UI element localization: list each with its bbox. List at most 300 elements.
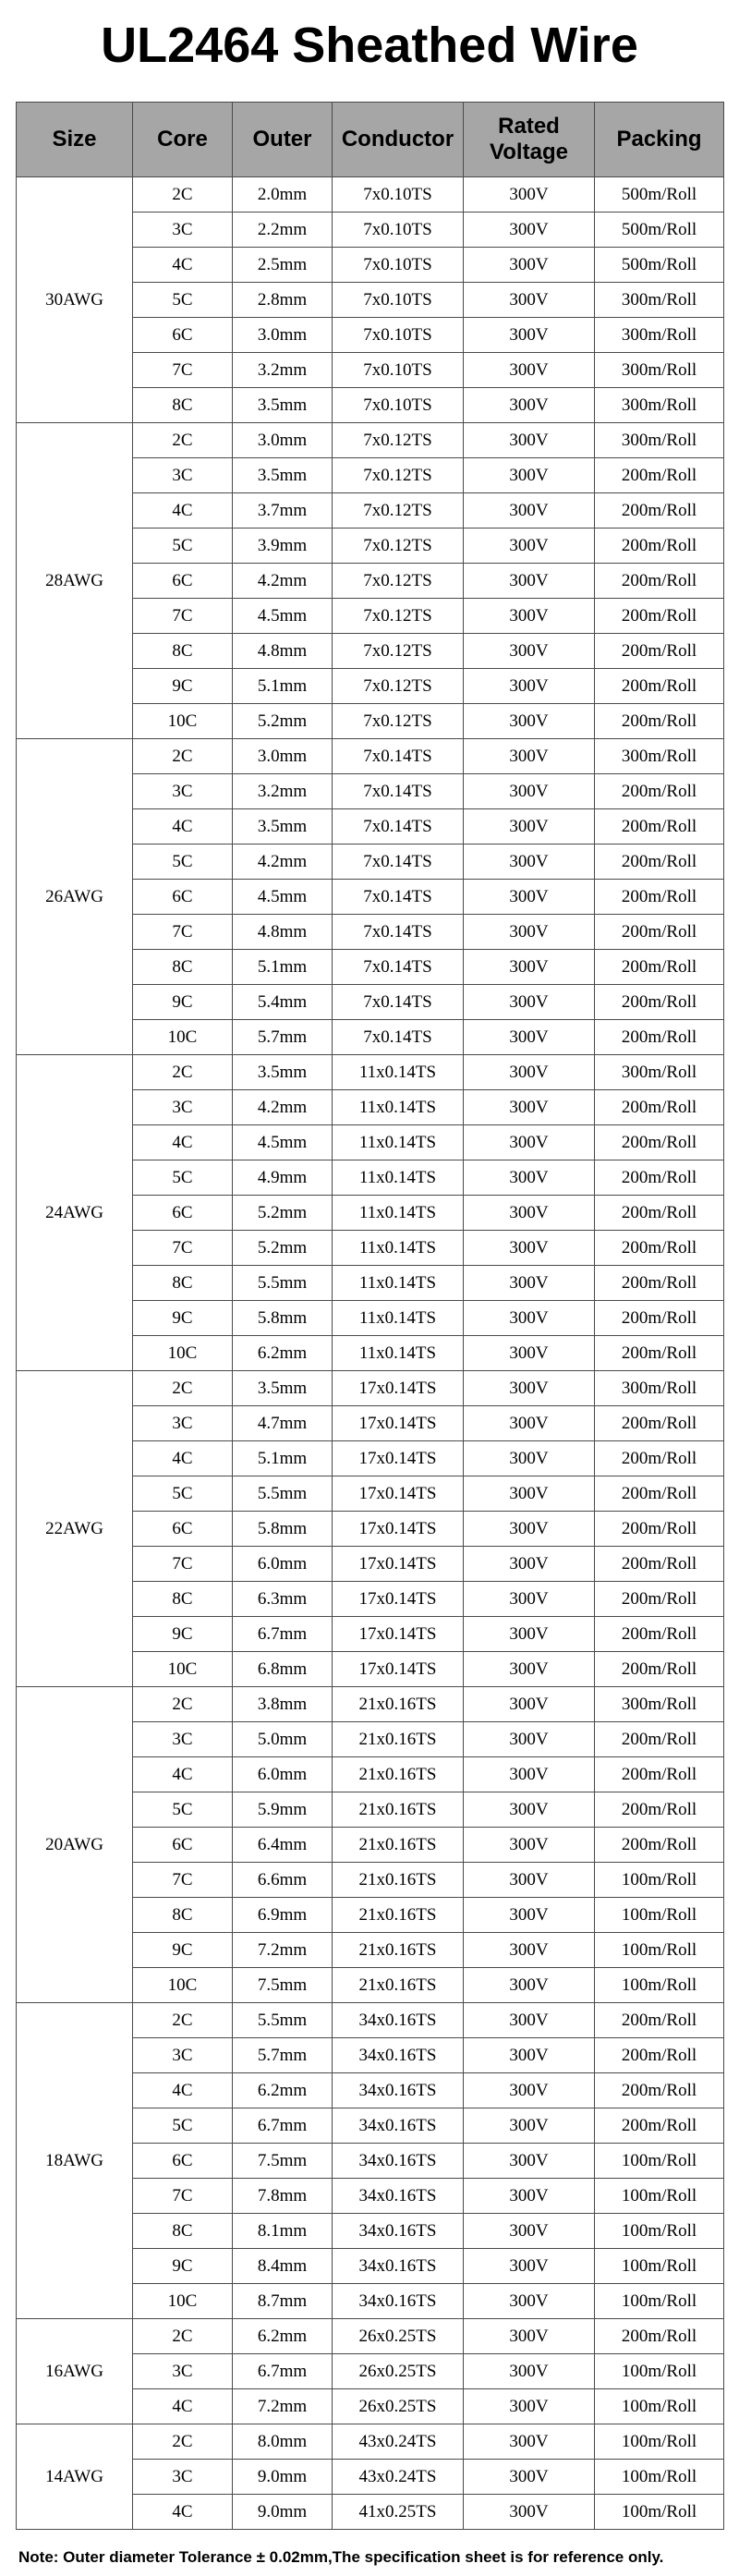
conductor-cell: 21x0.16TS bbox=[333, 1792, 464, 1828]
voltage-cell: 300V bbox=[464, 1371, 595, 1406]
packing-cell: 200m/Roll bbox=[595, 880, 724, 915]
core-cell: 3C bbox=[133, 1722, 233, 1757]
packing-cell: 100m/Roll bbox=[595, 1968, 724, 2003]
outer-cell: 4.2mm bbox=[233, 1090, 333, 1125]
voltage-cell: 300V bbox=[464, 1055, 595, 1090]
core-cell: 7C bbox=[133, 1547, 233, 1582]
voltage-cell: 300V bbox=[464, 669, 595, 704]
table-row bbox=[17, 423, 724, 458]
conductor-cell: 11x0.14TS bbox=[333, 1160, 464, 1196]
size-cell: 24AWG bbox=[17, 1055, 133, 1371]
conductor-cell: 17x0.14TS bbox=[333, 1371, 464, 1406]
core-cell: 5C bbox=[133, 1792, 233, 1828]
table-row bbox=[17, 2003, 724, 2038]
conductor-cell: 7x0.10TS bbox=[333, 248, 464, 283]
size-cell: 26AWG bbox=[17, 739, 133, 1055]
outer-cell: 3.7mm bbox=[233, 493, 333, 529]
outer-cell: 6.7mm bbox=[233, 1617, 333, 1652]
packing-cell: 200m/Roll bbox=[595, 915, 724, 950]
conductor-cell: 17x0.14TS bbox=[333, 1406, 464, 1441]
table-row bbox=[17, 739, 724, 774]
voltage-cell: 300V bbox=[464, 985, 595, 1020]
core-cell: 8C bbox=[133, 2214, 233, 2249]
core-cell: 9C bbox=[133, 1617, 233, 1652]
conductor-cell: 17x0.14TS bbox=[333, 1512, 464, 1547]
voltage-cell: 300V bbox=[464, 2179, 595, 2214]
voltage-cell: 300V bbox=[464, 1757, 595, 1792]
packing-cell: 200m/Roll bbox=[595, 669, 724, 704]
conductor-cell: 34x0.16TS bbox=[333, 2249, 464, 2284]
core-cell: 7C bbox=[133, 1231, 233, 1266]
outer-cell: 3.5mm bbox=[233, 1371, 333, 1406]
core-cell: 8C bbox=[133, 1898, 233, 1933]
conductor-cell: 21x0.16TS bbox=[333, 1898, 464, 1933]
conductor-cell: 7x0.12TS bbox=[333, 458, 464, 493]
outer-cell: 5.2mm bbox=[233, 1231, 333, 1266]
packing-cell: 200m/Roll bbox=[595, 599, 724, 634]
voltage-cell: 300V bbox=[464, 1406, 595, 1441]
core-cell: 10C bbox=[133, 1652, 233, 1687]
voltage-cell: 300V bbox=[464, 1512, 595, 1547]
conductor-cell: 7x0.12TS bbox=[333, 704, 464, 739]
packing-cell: 200m/Roll bbox=[595, 1336, 724, 1371]
packing-cell: 200m/Roll bbox=[595, 1231, 724, 1266]
outer-cell: 3.5mm bbox=[233, 388, 333, 423]
packing-cell: 200m/Roll bbox=[595, 1476, 724, 1512]
conductor-cell: 7x0.12TS bbox=[333, 634, 464, 669]
packing-cell: 200m/Roll bbox=[595, 1828, 724, 1863]
core-cell: 7C bbox=[133, 1863, 233, 1898]
core-cell: 4C bbox=[133, 1125, 233, 1160]
outer-cell: 8.1mm bbox=[233, 2214, 333, 2249]
packing-cell: 100m/Roll bbox=[595, 2144, 724, 2179]
voltage-cell: 300V bbox=[464, 423, 595, 458]
outer-cell: 5.8mm bbox=[233, 1512, 333, 1547]
outer-cell: 5.5mm bbox=[233, 2003, 333, 2038]
core-cell: 5C bbox=[133, 1476, 233, 1512]
conductor-cell: 26x0.25TS bbox=[333, 2389, 464, 2424]
outer-cell: 9.0mm bbox=[233, 2495, 333, 2530]
voltage-cell: 300V bbox=[464, 1582, 595, 1617]
voltage-cell: 300V bbox=[464, 915, 595, 950]
outer-cell: 8.7mm bbox=[233, 2284, 333, 2319]
voltage-cell: 300V bbox=[464, 1722, 595, 1757]
outer-cell: 4.5mm bbox=[233, 880, 333, 915]
voltage-cell: 300V bbox=[464, 1652, 595, 1687]
conductor-cell: 17x0.14TS bbox=[333, 1652, 464, 1687]
voltage-cell: 300V bbox=[464, 2073, 595, 2108]
conductor-cell: 7x0.14TS bbox=[333, 985, 464, 1020]
voltage-cell: 300V bbox=[464, 1828, 595, 1863]
packing-cell: 200m/Roll bbox=[595, 1722, 724, 1757]
core-cell: 3C bbox=[133, 213, 233, 248]
conductor-cell: 11x0.14TS bbox=[333, 1090, 464, 1125]
voltage-cell: 300V bbox=[464, 2038, 595, 2073]
packing-cell: 300m/Roll bbox=[595, 318, 724, 353]
outer-cell: 5.2mm bbox=[233, 1196, 333, 1231]
conductor-cell: 26x0.25TS bbox=[333, 2319, 464, 2354]
conductor-cell: 7x0.14TS bbox=[333, 809, 464, 844]
conductor-cell: 7x0.12TS bbox=[333, 493, 464, 529]
conductor-cell: 43x0.24TS bbox=[333, 2424, 464, 2460]
size-cell: 14AWG bbox=[17, 2424, 133, 2530]
core-cell: 2C bbox=[133, 1687, 233, 1722]
core-cell: 2C bbox=[133, 177, 233, 213]
packing-cell: 100m/Roll bbox=[595, 2389, 724, 2424]
core-cell: 6C bbox=[133, 2144, 233, 2179]
outer-cell: 9.0mm bbox=[233, 2460, 333, 2495]
core-cell: 6C bbox=[133, 564, 233, 599]
core-cell: 10C bbox=[133, 2284, 233, 2319]
packing-cell: 100m/Roll bbox=[595, 1863, 724, 1898]
conductor-cell: 7x0.14TS bbox=[333, 1020, 464, 1055]
outer-cell: 3.0mm bbox=[233, 423, 333, 458]
conductor-cell: 7x0.14TS bbox=[333, 915, 464, 950]
conductor-cell: 34x0.16TS bbox=[333, 2108, 464, 2144]
outer-cell: 3.5mm bbox=[233, 1055, 333, 1090]
core-cell: 9C bbox=[133, 985, 233, 1020]
packing-cell: 200m/Roll bbox=[595, 704, 724, 739]
core-cell: 4C bbox=[133, 2495, 233, 2530]
table-row bbox=[17, 2424, 724, 2460]
packing-cell: 300m/Roll bbox=[595, 283, 724, 318]
table-row bbox=[17, 1055, 724, 1090]
voltage-cell: 300V bbox=[464, 1125, 595, 1160]
voltage-cell: 300V bbox=[464, 739, 595, 774]
packing-cell: 100m/Roll bbox=[595, 1898, 724, 1933]
outer-cell: 7.2mm bbox=[233, 2389, 333, 2424]
core-cell: 5C bbox=[133, 283, 233, 318]
outer-cell: 8.4mm bbox=[233, 2249, 333, 2284]
core-cell: 6C bbox=[133, 1512, 233, 1547]
header-conductor: Conductor bbox=[333, 103, 464, 177]
voltage-cell: 300V bbox=[464, 1196, 595, 1231]
voltage-cell: 300V bbox=[464, 1160, 595, 1196]
voltage-cell: 300V bbox=[464, 458, 595, 493]
outer-cell: 5.7mm bbox=[233, 2038, 333, 2073]
core-cell: 2C bbox=[133, 423, 233, 458]
outer-cell: 4.5mm bbox=[233, 599, 333, 634]
packing-cell: 200m/Roll bbox=[595, 1617, 724, 1652]
conductor-cell: 34x0.16TS bbox=[333, 2073, 464, 2108]
conductor-cell: 7x0.12TS bbox=[333, 529, 464, 564]
outer-cell: 6.8mm bbox=[233, 1652, 333, 1687]
outer-cell: 5.0mm bbox=[233, 1722, 333, 1757]
core-cell: 8C bbox=[133, 950, 233, 985]
packing-cell: 100m/Roll bbox=[595, 2284, 724, 2319]
core-cell: 8C bbox=[133, 388, 233, 423]
conductor-cell: 26x0.25TS bbox=[333, 2354, 464, 2389]
footnote: Note: Outer diameter Tolerance ± 0.02mm,The specification sheet is for reference only. bbox=[18, 2548, 664, 2566]
voltage-cell: 300V bbox=[464, 388, 595, 423]
outer-cell: 2.5mm bbox=[233, 248, 333, 283]
voltage-cell: 300V bbox=[464, 1933, 595, 1968]
voltage-cell: 300V bbox=[464, 2144, 595, 2179]
core-cell: 8C bbox=[133, 1582, 233, 1617]
core-cell: 3C bbox=[133, 2354, 233, 2389]
voltage-cell: 300V bbox=[464, 704, 595, 739]
core-cell: 5C bbox=[133, 529, 233, 564]
packing-cell: 100m/Roll bbox=[595, 2424, 724, 2460]
core-cell: 6C bbox=[133, 318, 233, 353]
core-cell: 4C bbox=[133, 809, 233, 844]
conductor-cell: 34x0.16TS bbox=[333, 2214, 464, 2249]
conductor-cell: 17x0.14TS bbox=[333, 1617, 464, 1652]
packing-cell: 200m/Roll bbox=[595, 1196, 724, 1231]
packing-cell: 200m/Roll bbox=[595, 458, 724, 493]
conductor-cell: 7x0.14TS bbox=[333, 774, 464, 809]
conductor-cell: 21x0.16TS bbox=[333, 1933, 464, 1968]
outer-cell: 7.5mm bbox=[233, 2144, 333, 2179]
conductor-cell: 17x0.14TS bbox=[333, 1582, 464, 1617]
packing-cell: 200m/Roll bbox=[595, 1441, 724, 1476]
voltage-cell: 300V bbox=[464, 809, 595, 844]
core-cell: 4C bbox=[133, 2073, 233, 2108]
packing-cell: 500m/Roll bbox=[595, 177, 724, 213]
core-cell: 9C bbox=[133, 669, 233, 704]
conductor-cell: 34x0.16TS bbox=[333, 2003, 464, 2038]
core-cell: 2C bbox=[133, 2424, 233, 2460]
core-cell: 3C bbox=[133, 774, 233, 809]
size-cell: 30AWG bbox=[17, 177, 133, 423]
voltage-cell: 300V bbox=[464, 1898, 595, 1933]
outer-cell: 7.8mm bbox=[233, 2179, 333, 2214]
outer-cell: 4.9mm bbox=[233, 1160, 333, 1196]
core-cell: 5C bbox=[133, 1160, 233, 1196]
packing-cell: 200m/Roll bbox=[595, 2108, 724, 2144]
voltage-cell: 300V bbox=[464, 1476, 595, 1512]
packing-cell: 200m/Roll bbox=[595, 809, 724, 844]
voltage-cell: 300V bbox=[464, 283, 595, 318]
conductor-cell: 21x0.16TS bbox=[333, 1863, 464, 1898]
conductor-cell: 43x0.24TS bbox=[333, 2460, 464, 2495]
core-cell: 6C bbox=[133, 1828, 233, 1863]
voltage-cell: 300V bbox=[464, 564, 595, 599]
packing-cell: 200m/Roll bbox=[595, 985, 724, 1020]
core-cell: 6C bbox=[133, 880, 233, 915]
table-row bbox=[17, 1371, 724, 1406]
core-cell: 3C bbox=[133, 2460, 233, 2495]
conductor-cell: 11x0.14TS bbox=[333, 1266, 464, 1301]
core-cell: 2C bbox=[133, 1055, 233, 1090]
outer-cell: 4.8mm bbox=[233, 915, 333, 950]
packing-cell: 200m/Roll bbox=[595, 950, 724, 985]
page-title: UL2464 Sheathed Wire bbox=[101, 18, 638, 73]
outer-cell: 6.0mm bbox=[233, 1547, 333, 1582]
outer-cell: 2.8mm bbox=[233, 283, 333, 318]
packing-cell: 100m/Roll bbox=[595, 2354, 724, 2389]
core-cell: 10C bbox=[133, 1968, 233, 2003]
voltage-cell: 300V bbox=[464, 1301, 595, 1336]
conductor-cell: 7x0.14TS bbox=[333, 950, 464, 985]
packing-cell: 200m/Roll bbox=[595, 1547, 724, 1582]
core-cell: 10C bbox=[133, 1336, 233, 1371]
core-cell: 2C bbox=[133, 2003, 233, 2038]
voltage-cell: 300V bbox=[464, 2354, 595, 2389]
outer-cell: 3.2mm bbox=[233, 774, 333, 809]
voltage-cell: 300V bbox=[464, 493, 595, 529]
outer-cell: 5.9mm bbox=[233, 1792, 333, 1828]
core-cell: 10C bbox=[133, 704, 233, 739]
conductor-cell: 7x0.12TS bbox=[333, 669, 464, 704]
spec-table bbox=[16, 102, 724, 2530]
conductor-cell: 17x0.14TS bbox=[333, 1441, 464, 1476]
outer-cell: 6.2mm bbox=[233, 2073, 333, 2108]
voltage-cell: 300V bbox=[464, 2284, 595, 2319]
conductor-cell: 21x0.16TS bbox=[333, 1757, 464, 1792]
outer-cell: 5.5mm bbox=[233, 1266, 333, 1301]
packing-cell: 100m/Roll bbox=[595, 1933, 724, 1968]
outer-cell: 5.8mm bbox=[233, 1301, 333, 1336]
core-cell: 9C bbox=[133, 2249, 233, 2284]
conductor-cell: 11x0.14TS bbox=[333, 1125, 464, 1160]
voltage-cell: 300V bbox=[464, 2108, 595, 2144]
outer-cell: 3.0mm bbox=[233, 318, 333, 353]
conductor-cell: 7x0.10TS bbox=[333, 318, 464, 353]
packing-cell: 200m/Roll bbox=[595, 2003, 724, 2038]
voltage-cell: 300V bbox=[464, 2424, 595, 2460]
voltage-cell: 300V bbox=[464, 1231, 595, 1266]
conductor-cell: 7x0.10TS bbox=[333, 283, 464, 318]
header-packing: Packing bbox=[595, 103, 724, 177]
packing-cell: 300m/Roll bbox=[595, 423, 724, 458]
core-cell: 8C bbox=[133, 1266, 233, 1301]
voltage-cell: 300V bbox=[464, 318, 595, 353]
outer-cell: 6.7mm bbox=[233, 2354, 333, 2389]
core-cell: 4C bbox=[133, 248, 233, 283]
outer-cell: 5.1mm bbox=[233, 1441, 333, 1476]
conductor-cell: 7x0.12TS bbox=[333, 564, 464, 599]
outer-cell: 5.7mm bbox=[233, 1020, 333, 1055]
core-cell: 4C bbox=[133, 1441, 233, 1476]
size-cell: 28AWG bbox=[17, 423, 133, 739]
packing-cell: 100m/Roll bbox=[595, 2179, 724, 2214]
header-core: Core bbox=[133, 103, 233, 177]
conductor-cell: 11x0.14TS bbox=[333, 1336, 464, 1371]
outer-cell: 4.8mm bbox=[233, 634, 333, 669]
voltage-cell: 300V bbox=[464, 1968, 595, 2003]
conductor-cell: 21x0.16TS bbox=[333, 1722, 464, 1757]
outer-cell: 5.1mm bbox=[233, 669, 333, 704]
packing-cell: 200m/Roll bbox=[595, 1792, 724, 1828]
core-cell: 3C bbox=[133, 1090, 233, 1125]
packing-cell: 200m/Roll bbox=[595, 1406, 724, 1441]
core-cell: 7C bbox=[133, 2179, 233, 2214]
conductor-cell: 21x0.16TS bbox=[333, 1687, 464, 1722]
outer-cell: 6.2mm bbox=[233, 2319, 333, 2354]
voltage-cell: 300V bbox=[464, 529, 595, 564]
size-cell: 18AWG bbox=[17, 2003, 133, 2319]
core-cell: 3C bbox=[133, 2038, 233, 2073]
voltage-cell: 300V bbox=[464, 774, 595, 809]
outer-cell: 5.4mm bbox=[233, 985, 333, 1020]
table-body bbox=[17, 177, 724, 2530]
outer-cell: 3.8mm bbox=[233, 1687, 333, 1722]
outer-cell: 7.2mm bbox=[233, 1933, 333, 1968]
packing-cell: 200m/Roll bbox=[595, 529, 724, 564]
conductor-cell: 7x0.10TS bbox=[333, 353, 464, 388]
core-cell: 7C bbox=[133, 915, 233, 950]
size-cell: 22AWG bbox=[17, 1371, 133, 1687]
packing-cell: 200m/Roll bbox=[595, 1757, 724, 1792]
packing-cell: 200m/Roll bbox=[595, 1512, 724, 1547]
voltage-cell: 300V bbox=[464, 634, 595, 669]
conductor-cell: 11x0.14TS bbox=[333, 1231, 464, 1266]
core-cell: 3C bbox=[133, 458, 233, 493]
core-cell: 9C bbox=[133, 1933, 233, 1968]
conductor-cell: 7x0.14TS bbox=[333, 880, 464, 915]
packing-cell: 500m/Roll bbox=[595, 248, 724, 283]
outer-cell: 4.5mm bbox=[233, 1125, 333, 1160]
outer-cell: 6.4mm bbox=[233, 1828, 333, 1863]
core-cell: 2C bbox=[133, 739, 233, 774]
outer-cell: 3.0mm bbox=[233, 739, 333, 774]
outer-cell: 6.0mm bbox=[233, 1757, 333, 1792]
packing-cell: 300m/Roll bbox=[595, 739, 724, 774]
outer-cell: 2.2mm bbox=[233, 213, 333, 248]
outer-cell: 6.9mm bbox=[233, 1898, 333, 1933]
core-cell: 7C bbox=[133, 599, 233, 634]
voltage-cell: 300V bbox=[464, 2003, 595, 2038]
packing-cell: 200m/Roll bbox=[595, 844, 724, 880]
voltage-cell: 300V bbox=[464, 1792, 595, 1828]
conductor-cell: 11x0.14TS bbox=[333, 1301, 464, 1336]
outer-cell: 3.5mm bbox=[233, 458, 333, 493]
voltage-cell: 300V bbox=[464, 1090, 595, 1125]
voltage-cell: 300V bbox=[464, 2495, 595, 2530]
core-cell: 2C bbox=[133, 2319, 233, 2354]
voltage-cell: 300V bbox=[464, 844, 595, 880]
voltage-cell: 300V bbox=[464, 353, 595, 388]
conductor-cell: 21x0.16TS bbox=[333, 1828, 464, 1863]
voltage-cell: 300V bbox=[464, 2389, 595, 2424]
voltage-cell: 300V bbox=[464, 2249, 595, 2284]
outer-cell: 3.9mm bbox=[233, 529, 333, 564]
outer-cell: 6.6mm bbox=[233, 1863, 333, 1898]
core-cell: 10C bbox=[133, 1020, 233, 1055]
conductor-cell: 7x0.10TS bbox=[333, 388, 464, 423]
packing-cell: 200m/Roll bbox=[595, 1582, 724, 1617]
table-row bbox=[17, 2319, 724, 2354]
outer-cell: 8.0mm bbox=[233, 2424, 333, 2460]
packing-cell: 100m/Roll bbox=[595, 2495, 724, 2530]
outer-cell: 4.2mm bbox=[233, 564, 333, 599]
conductor-cell: 34x0.16TS bbox=[333, 2284, 464, 2319]
packing-cell: 300m/Roll bbox=[595, 353, 724, 388]
outer-cell: 6.3mm bbox=[233, 1582, 333, 1617]
header-size: Size bbox=[17, 103, 133, 177]
core-cell: 4C bbox=[133, 2389, 233, 2424]
packing-cell: 200m/Roll bbox=[595, 774, 724, 809]
packing-cell: 500m/Roll bbox=[595, 213, 724, 248]
outer-cell: 4.7mm bbox=[233, 1406, 333, 1441]
conductor-cell: 7x0.10TS bbox=[333, 213, 464, 248]
core-cell: 4C bbox=[133, 1757, 233, 1792]
conductor-cell: 11x0.14TS bbox=[333, 1196, 464, 1231]
table-header bbox=[17, 103, 724, 177]
packing-cell: 200m/Roll bbox=[595, 1652, 724, 1687]
voltage-cell: 300V bbox=[464, 1547, 595, 1582]
voltage-cell: 300V bbox=[464, 1336, 595, 1371]
packing-cell: 300m/Roll bbox=[595, 1371, 724, 1406]
conductor-cell: 11x0.14TS bbox=[333, 1055, 464, 1090]
core-cell: 2C bbox=[133, 1371, 233, 1406]
conductor-cell: 41x0.25TS bbox=[333, 2495, 464, 2530]
conductor-cell: 7x0.14TS bbox=[333, 739, 464, 774]
conductor-cell: 7x0.14TS bbox=[333, 844, 464, 880]
packing-cell: 200m/Roll bbox=[595, 564, 724, 599]
core-cell: 6C bbox=[133, 1196, 233, 1231]
